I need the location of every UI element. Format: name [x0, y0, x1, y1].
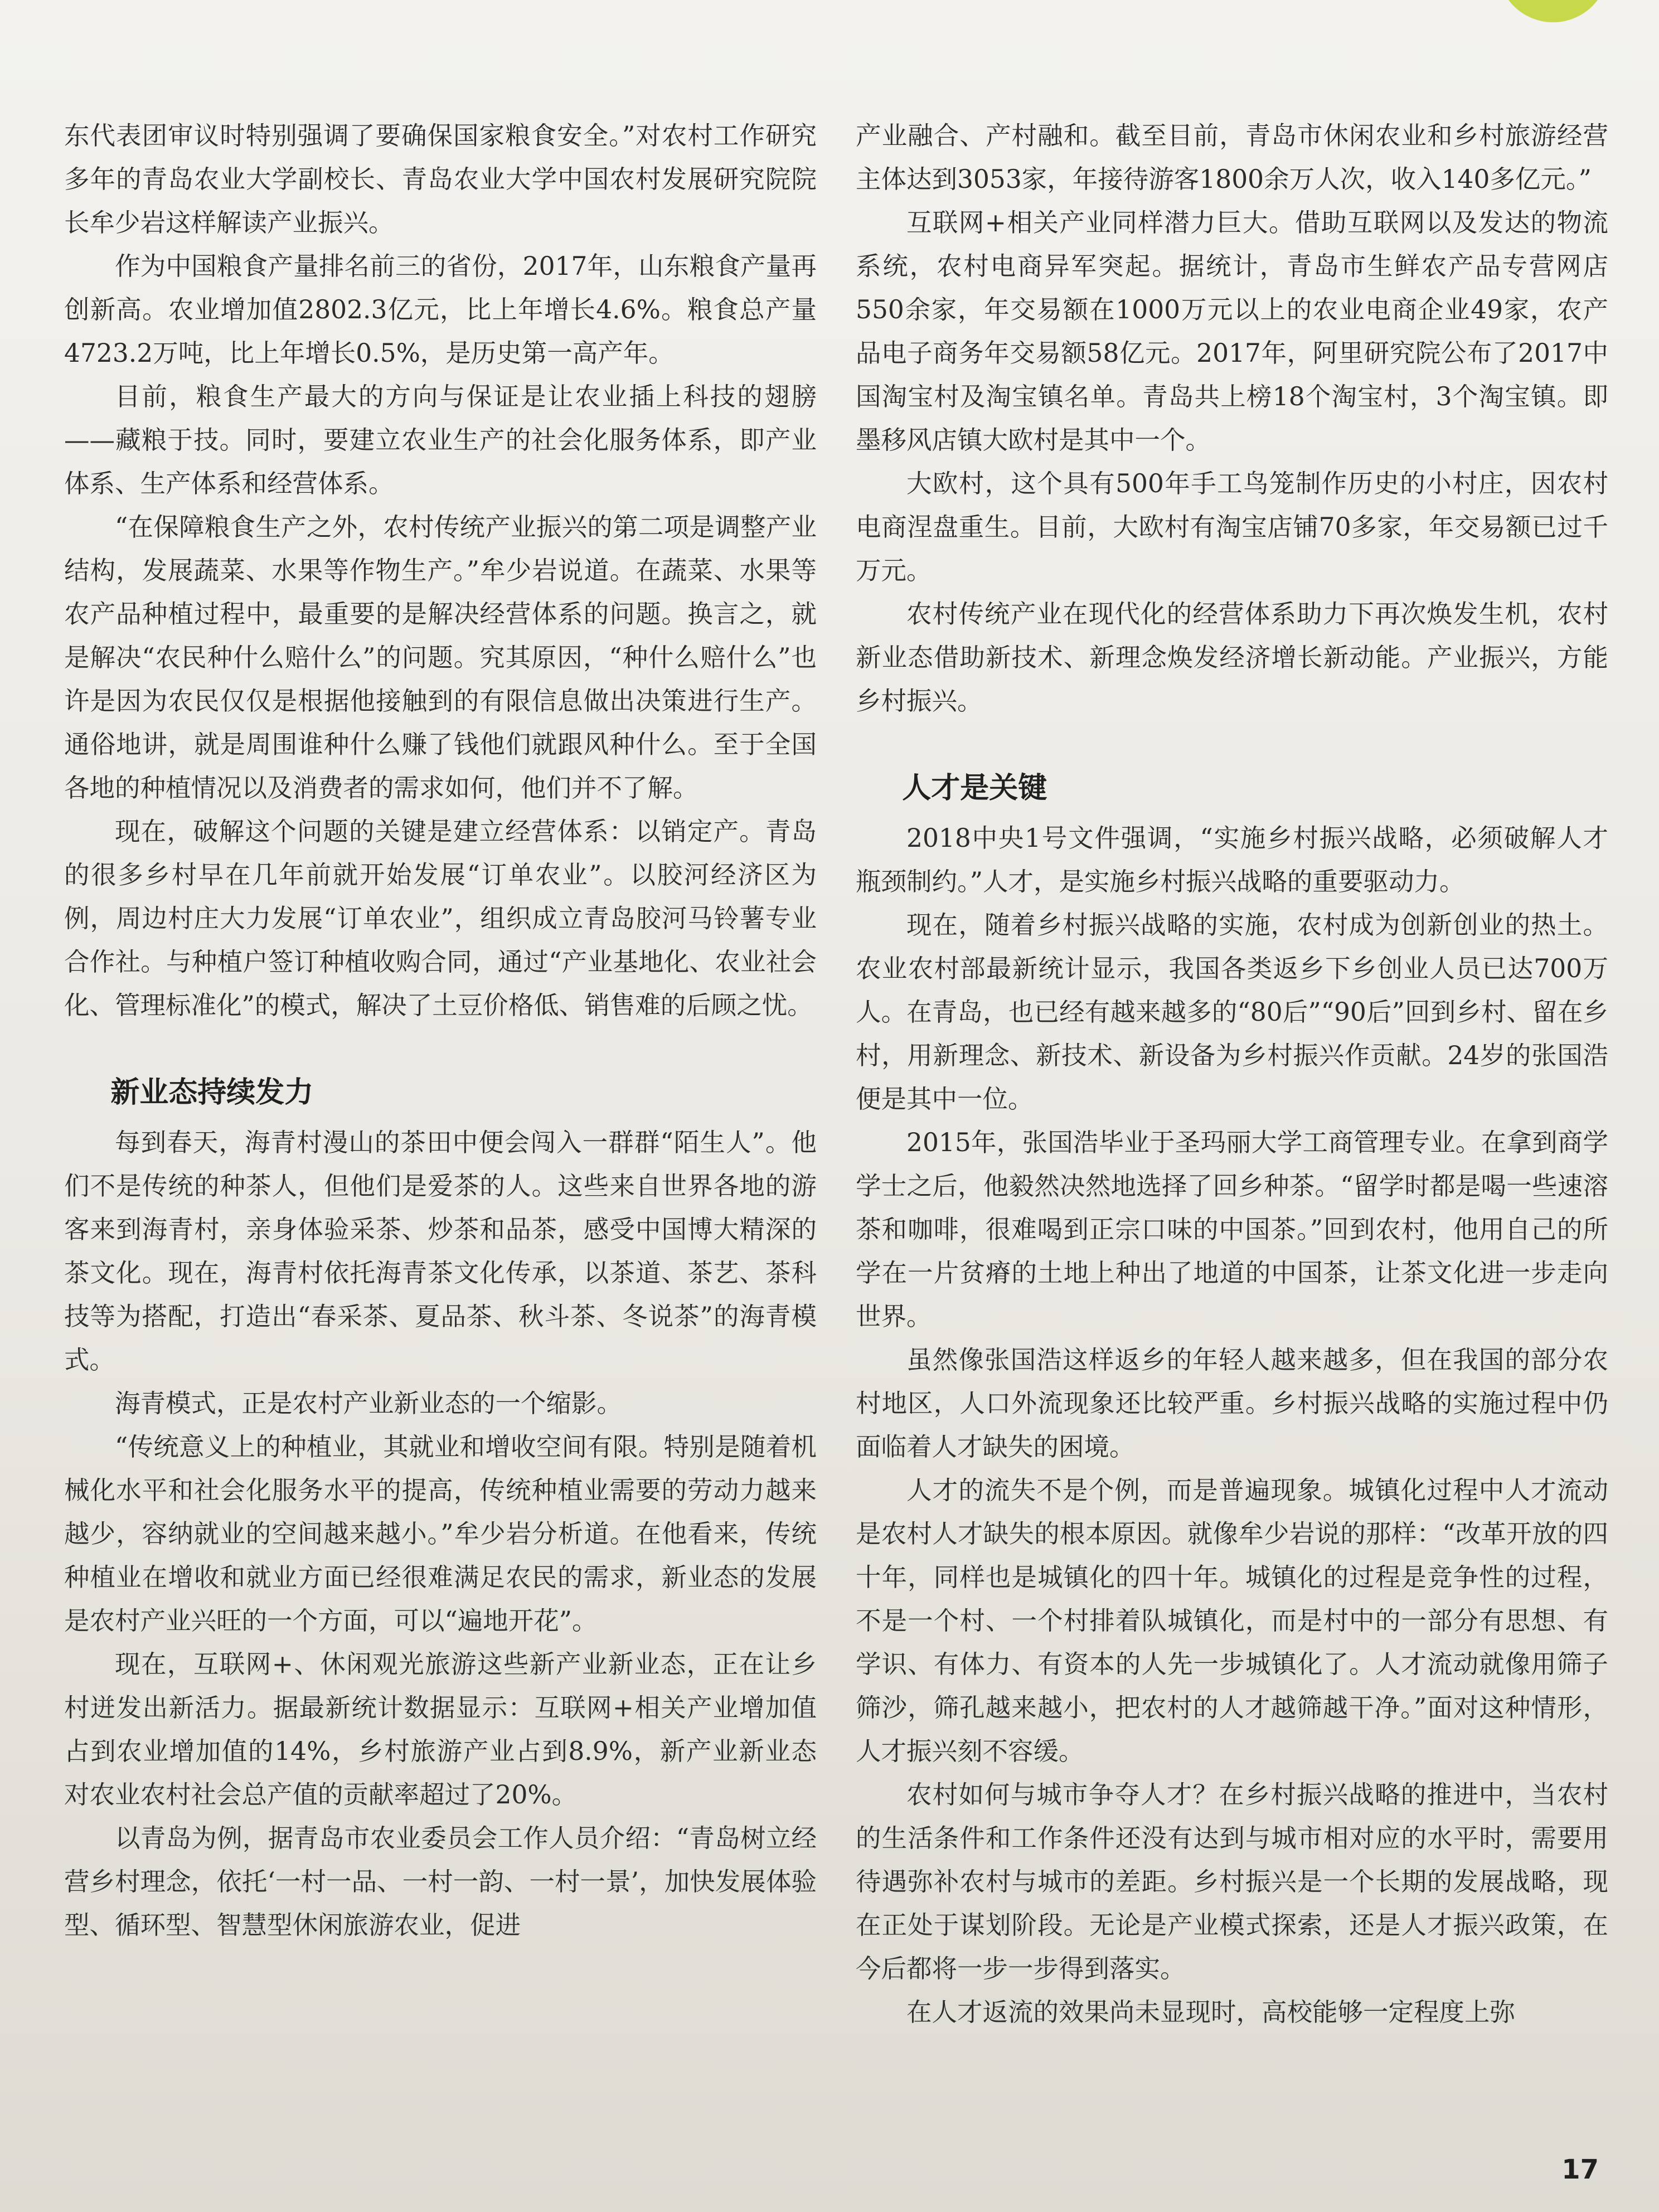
- paragraph: 东代表团审议时特别强调了要确保国家粮食安全。”对农村工作研究多年的青岛农业大学副校长、青岛农业大学中国农村发展研究院院长牟少岩这样解读产业振兴。: [64, 121, 817, 237]
- paragraph: 产业融合、产村融和。截至目前，青岛市休闲农业和乡村旅游经营主体达到3053家，年接待游客1800余万人次，收入140多亿元。”: [856, 121, 1608, 194]
- paragraph: 每到春天，海青村漫山的茶田中便会闯入一群群“陌生人”。他们不是传统的种茶人，但他们是爱茶的人。这些来自世界各地的游客来到海青村，亲身体验采茶、炒茶和品茶，感受中国博大精深的茶文化。现在，海青村依托海青茶文化传承，以茶道、茶艺、茶科技等为搭配，打造出“春采茶、夏品茶、秋斗茶、冬说茶”的海青模式。: [64, 1128, 817, 1375]
- paragraph: 现在，互联网+、休闲观光旅游这些新产业新业态，正在让乡村迸发出新活力。据最新统计数据显示：互联网+相关产业增加值占到农业增加值的14%，乡村旅游产业占到8.9%，新产业新业态对农业农村社会总产值的贡献率超过了20%。: [64, 1650, 817, 1810]
- paragraph: 大欧村，这个具有500年手工鸟笼制作历史的小村庄，因农村电商涅盘重生。目前，大欧村有淘宝店铺70多家，年交易额已过千万元。: [856, 469, 1608, 585]
- paragraph: 现在，破解这个问题的关键是建立经营体系：以销定产。青岛的很多乡村早在几年前就开始发展“订单农业”。以胶河经济区为例，周边村庄大力发展“订单农业”，组织成立青岛胶河马铃薯专业合作社。与种植户签订种植收购合同，通过“产业基地化、农业社会化、管理标准化”的模式，解决了土豆价格低、销售难的后顾之忧。: [64, 817, 817, 1020]
- right-column: [856, 114, 1608, 2034]
- paragraph: 以青岛为例，据青岛市农业委员会工作人员介绍：“青岛树立经营乡村理念，依托‘一村一品、一村一韵、一村一景’，加快发展体验型、循环型、智慧型休闲旅游农业，促进: [64, 1823, 817, 1940]
- paragraph: 人才的流失不是个例，而是普遍现象。城镇化过程中人才流动是农村人才缺失的根本原因。就像牟少岩说的那样：“改革开放的四十年，同样也是城镇化的四十年。城镇化的过程是竞争性的过程，不是一个村、一个村排着队城镇化，而是村中的一部分有思想、有学识、有体力、有资本的人先一步城镇化了。人才流动就像用筛子筛沙，筛孔越来越小，把农村的人才越筛越干净。”面对这种情形，人才振兴刻不容缓。: [856, 1476, 1608, 1766]
- paragraph: 农村如何与城市争夺人才？在乡村振兴战略的推进中，当农村的生活条件和工作条件还没有达到与城市相对应的水平时，需要用待遇弥补农村与城市的差距。乡村振兴是一个长期的发展战略，现在正处于谋划阶段。无论是产业模式探索，还是人才振兴政策，在今后都将一步一步得到落实。: [856, 1780, 1608, 1983]
- section-heading-new-business: 新业态持续发力: [110, 1076, 314, 1109]
- paragraph: 2015年，张国浩毕业于圣玛丽大学工商管理专业。在拿到商学学士之后，他毅然决然地选择了回乡种茶。“留学时都是喝一些速溶茶和咖啡，很难喝到正宗口味的中国茶。”回到农村，他用自己的所学在一片贫瘠的土地上种出了地道的中国茶，让茶文化进一步走向世界。: [856, 1128, 1608, 1331]
- paragraph: “在保障粮食生产之外，农村传统产业振兴的第二项是调整产业结构，发展蔬菜、水果等作物生产。”牟少岩说道。在蔬菜、水果等农产品种植过程中，最重要的是解决经营体系的问题。换言之，就是解决“农民种什么赔什么”的问题。究其原因，“种什么赔什么”也许是因为农民仅仅是根据他接触到的有限信息做出决策进行生产。通俗地讲，就是周围谁种什么赚了钱他们就跟风种什么。至于全国各地的种植情况以及消费者的需求如何，他们并不了解。: [64, 512, 817, 803]
- paragraph: 农村传统产业在现代化的经营体系助力下再次焕发生机，农村新业态借助新技术、新理念焕发经济增长新动能。产业振兴，方能乡村振兴。: [856, 599, 1608, 716]
- paragraph: 虽然像张国浩这样返乡的年轻人越来越多，但在我国的部分农村地区，人口外流现象还比较严重。乡村振兴战略的实施过程中仍面临着人才缺失的困境。: [856, 1345, 1608, 1462]
- paragraph: 作为中国粮食产量排名前三的省份，2017年，山东粮食产量再创新高。农业增加值2802.3亿元，比上年增长4.6%。粮食总产量4723.2万吨，比上年增长0.5%，是历史第一高产年。: [64, 251, 817, 368]
- paragraph: 目前，粮食生产最大的方向与保证是让农业插上科技的翅膀——藏粮于技。同时，要建立农业生产的社会化服务体系，即产业体系、生产体系和经营体系。: [64, 382, 817, 498]
- section-heading-talent: 人才是关键: [902, 772, 1047, 805]
- paragraph: 互联网+相关产业同样潜力巨大。借助互联网以及发达的物流系统，农村电商异军突起。据统计，青岛市生鲜农产品专营网店550余家，年交易额在1000万元以上的农业电商企业49家，农产品电子商务年交易额58亿元。2017年，阿里研究院公布了2017中国淘宝村及淘宝镇名单。青岛共上榜18个淘宝村，3个淘宝镇。即墨移风店镇大欧村是其中一个。: [856, 208, 1608, 455]
- paragraph: “传统意义上的种植业，其就业和增收空间有限。特别是随着机械化水平和社会化服务水平的提高，传统种植业需要的劳动力越来越少，容纳就业的空间越来越小。”牟少岩分析道。在他看来，传统种植业在增收和就业方面已经很难满足农民的需求，新业态的发展是农村产业兴旺的一个方面，可以“遍地开花”。: [64, 1432, 817, 1636]
- page-number: 17: [1561, 2154, 1599, 2185]
- paragraph: 在人才返流的效果尚未显现时，高校能够一定程度上弥: [906, 1997, 1516, 2027]
- paragraph: 现在，随着乡村振兴战略的实施，农村成为创新创业的热土。农业农村部最新统计显示，我国各类返乡下乡创业人员已达700万人。在青岛，也已经有越来越多的“80后”“90后”回到乡村、留在乡村，用新理念、新技术、新设备为乡村振兴作贡献。24岁的张国浩便是其中一位。: [856, 910, 1608, 1114]
- left-column: [64, 114, 817, 1947]
- paragraph: 2018中央1号文件强调，“实施乡村振兴战略，必须破解人才瓶颈制约。”人才，是实施乡村振兴战略的重要驱动力。: [856, 823, 1608, 896]
- paragraph: 海青模式，正是农村产业新业态的一个缩影。: [115, 1389, 623, 1418]
